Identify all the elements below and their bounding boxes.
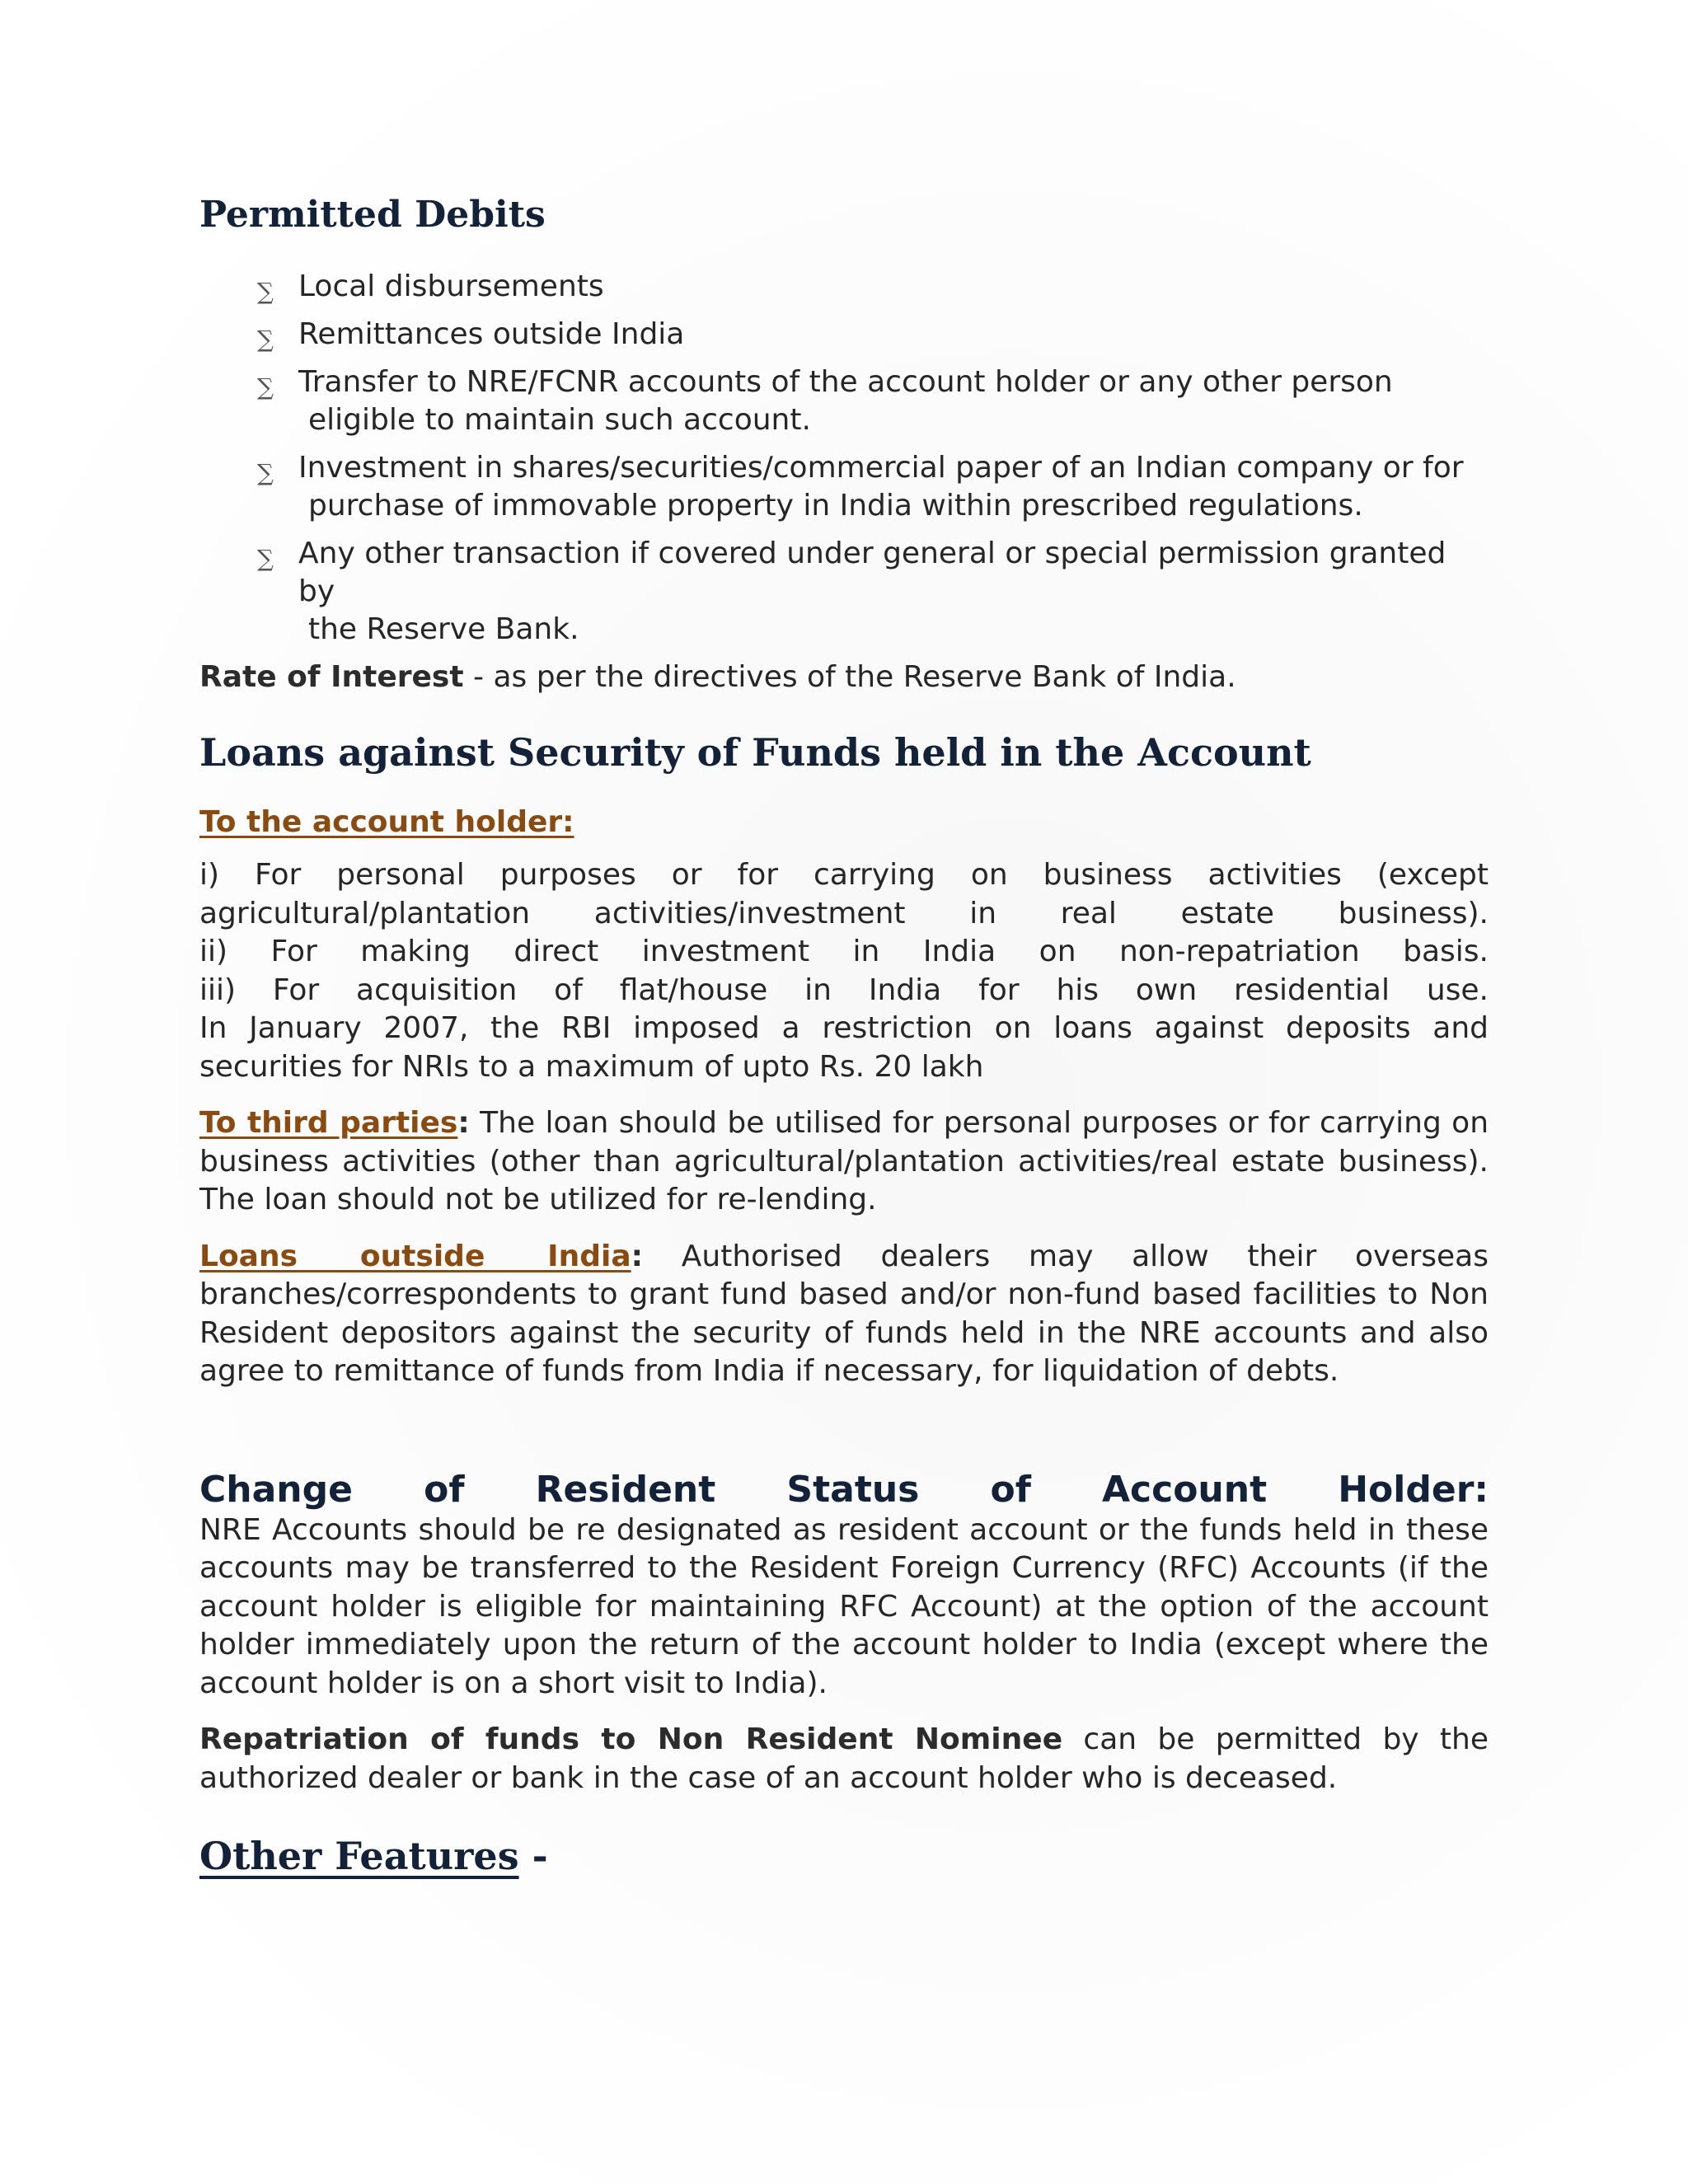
third-parties-text: The loan should be utilised for personal purposes or for carrying on business activities (other than agricultural/plantation activities/real estate business). The loan should not be utilized for re-lending. (199, 1106, 1489, 1217)
restriction-text: In January 2007, the RBI imposed a restriction on loans against deposits and securities for NRIs to a maximum of upto Rs. 20 lakh (199, 1011, 1489, 1084)
list-item-text-continued: the Reserve Bank. (308, 612, 579, 647)
other-features-suffix: - (518, 1834, 548, 1879)
account-holder-line-i-b: agricultural/plantation activities/investment in real estate business). (199, 896, 1489, 930)
loans-heading: Loans against Security of Funds held in the Account (199, 729, 1311, 775)
outside-india-label: Loans outside India (199, 1239, 631, 1273)
account-holder-label: To the account holder: (199, 805, 574, 840)
change-status-text: NRE Accounts should be re designated as resident account or the funds held in these accounts may be transferred to the Resident Foreign Currency (RFC) Accounts (if the account holder is eligible for maintaining RFC Account) at the option of the account holder immediately upon the return of the account holder to India (except where the account holder is on a short visit to India). (199, 1512, 1489, 1700)
sigma-bullet-icon: ∑ (257, 278, 274, 306)
repatriation-paragraph (199, 1721, 1489, 1797)
rate-of-interest-paragraph (199, 658, 1489, 697)
third-parties-label: To third parties (199, 1106, 458, 1141)
sigma-bullet-icon: ∑ (257, 545, 274, 573)
list-item (257, 316, 1489, 354)
account-holder-section (199, 856, 1489, 1086)
list-item (257, 449, 1489, 525)
list-item-text: Transfer to NRE/FCNR accounts of the account holder or any other person (298, 365, 1393, 400)
rate-of-interest-label: Rate of Interest (199, 660, 464, 695)
repatriation-label: Repatriation of funds to Non Resident Nominee (199, 1722, 1063, 1757)
list-item-text: Investment in shares/securities/commercial paper of an Indian company or for (298, 451, 1464, 485)
permitted-debits-heading: Permitted Debits (199, 194, 546, 236)
list-item-text: Local disbursements (298, 269, 604, 304)
list-item (257, 363, 1489, 439)
outside-india-paragraph (199, 1238, 1489, 1391)
other-features-heading (199, 1832, 1489, 1882)
permitted-debits-list (199, 268, 1489, 649)
other-features-label: Other Features (199, 1834, 519, 1879)
outside-india-text: Authorised dealers may allow their overseas branches/correspondents to grant fund based and/or non-fund based facilities to Non Resident depositors against the security of funds held in the NRE accounts and also agree to remittance of funds from India if necessary, for liquidation of debts. (199, 1239, 1489, 1389)
outside-india-colon: : (631, 1239, 644, 1273)
list-item-text: Remittances outside India (298, 317, 685, 352)
list-item-text-continued: purchase of immovable property in India within prescribed regulations. (308, 489, 1363, 523)
list-item-text-continued: eligible to maintain such account. (308, 403, 811, 438)
list-item (257, 535, 1489, 649)
list-item-text: Any other transaction if covered under general or special permission granted by (298, 537, 1447, 609)
account-holder-line-i-a: i) For personal purposes or for carrying on business activities (except (199, 858, 1489, 893)
document-content (199, 188, 1489, 1882)
account-holder-subheading (199, 804, 1489, 841)
change-status-heading: Change of Resident Status of Account Holder: (199, 1468, 1489, 1511)
account-holder-line-iii: iii) For acquisition of flat/house in India for his own residential use. (199, 972, 1489, 1007)
third-parties-paragraph (199, 1104, 1489, 1220)
third-parties-colon: : (457, 1106, 470, 1141)
repatriation-text: can be permitted by the authorized dealer or bank in the case of an account holder who is deceased. (199, 1722, 1489, 1795)
rate-of-interest-text: - as per the directives of the Reserve Bank of India. (463, 660, 1236, 695)
sigma-bullet-icon: ∑ (257, 459, 274, 487)
sigma-bullet-icon: ∑ (257, 373, 274, 401)
account-holder-line-ii: ii) For making direct investment in India on non-repatriation basis. (199, 935, 1489, 969)
list-item (257, 268, 1489, 306)
sigma-bullet-icon: ∑ (257, 326, 274, 354)
